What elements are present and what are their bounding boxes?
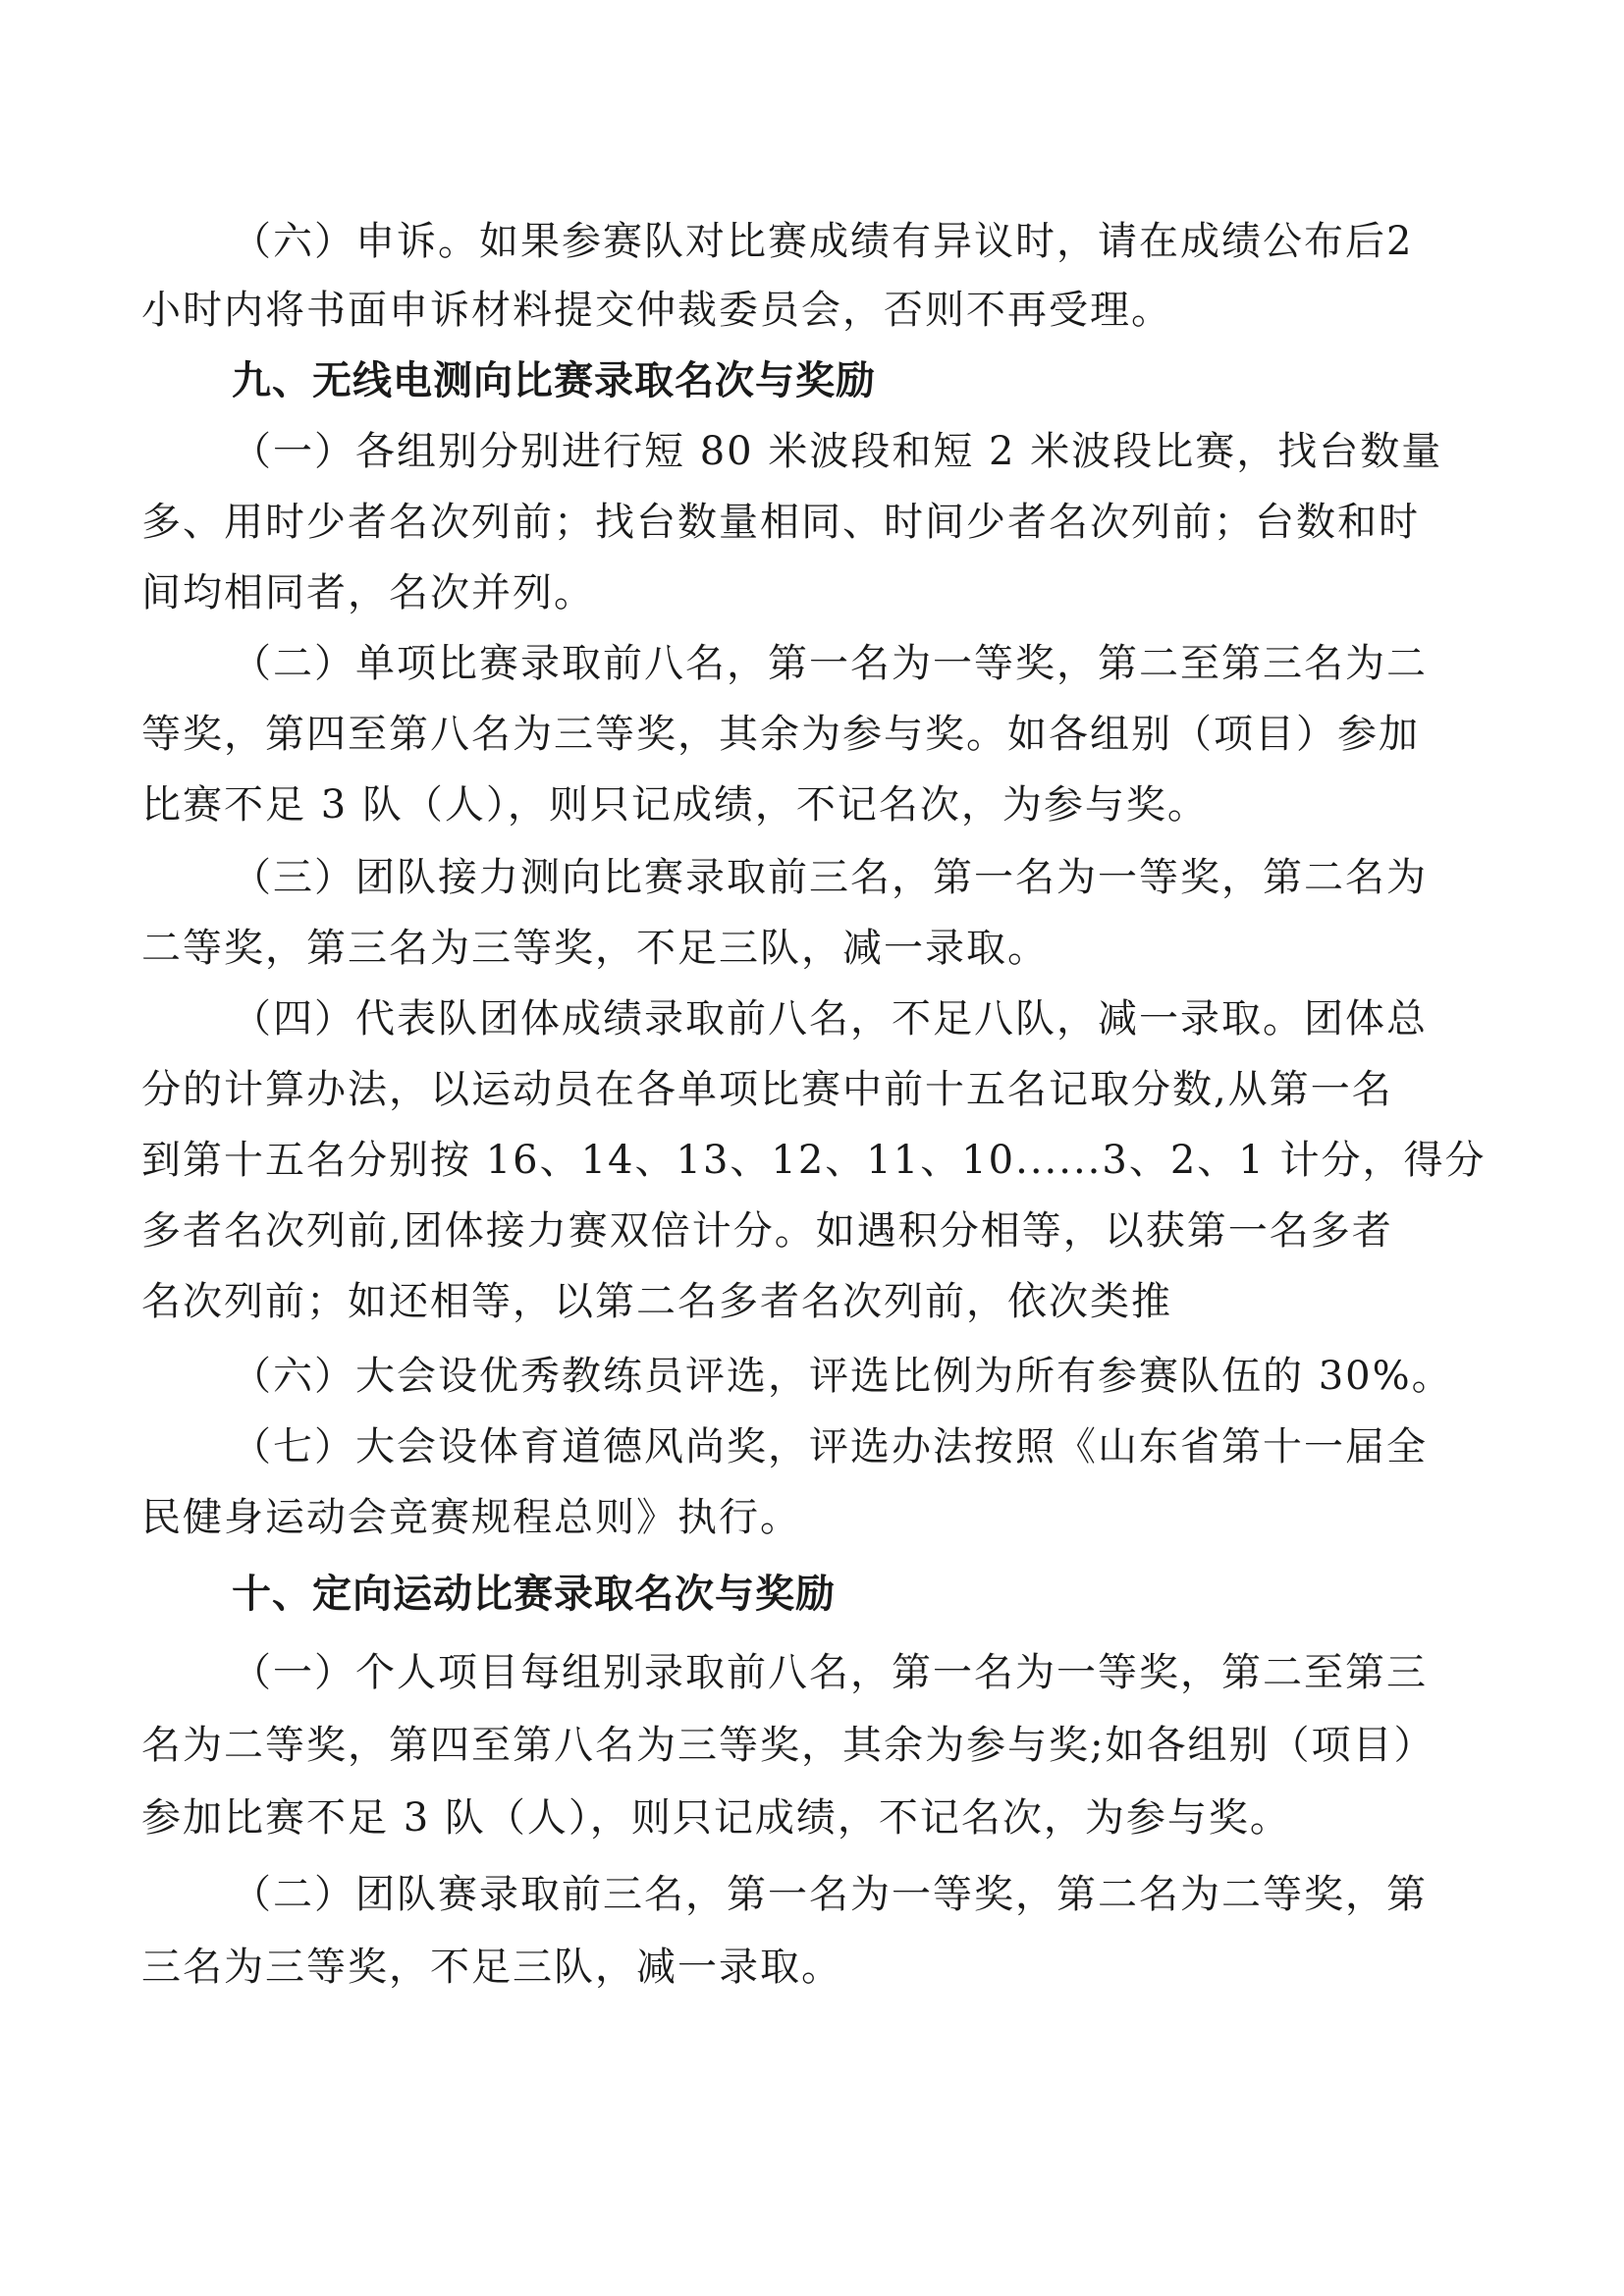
paragraph-line: （二）单项比赛录取前八名，第一名为一等奖，第二至第三名为二 (232, 641, 1428, 686)
paragraph-line: （六）申诉。如果参赛队对比赛成绩有异议时，请在成绩公布后2 (232, 219, 1414, 264)
paragraph-line: 三名为三等奖，不足三队，减一录取。 (141, 1945, 842, 1990)
paragraph-line: 民健身运动会竞赛规程总则》执行。 (141, 1495, 801, 1540)
section-heading-9: 九、无线电测向比赛录取名次与奖励 (232, 358, 876, 403)
paragraph-line: 多、用时少者名次列前；找台数量相同、时间少者名次列前；台数和时 (141, 500, 1420, 545)
section-heading-10: 十、定向运动比赛录取名次与奖励 (232, 1572, 836, 1617)
paragraph-line: （三）团队接力测向比赛录取前三名，第一名为一等奖，第二名为 (232, 855, 1428, 900)
paragraph-line: （二）团队赛录取前三名，第一名为一等奖，第二名为二等奖，第 (232, 1872, 1428, 1917)
paragraph-line: （一）个人项目每组别录取前八名，第一名为一等奖，第二至第三 (232, 1650, 1428, 1695)
paragraph-line: 间均相同者，名次并列。 (141, 570, 595, 615)
paragraph-line: 分的计算办法，以运动员在各单项比赛中前十五名记取分数,从第一名 (141, 1067, 1393, 1112)
paragraph-line: 等奖，第四至第八名为三等奖，其余为参与奖。如各组别（项目）参加 (141, 712, 1420, 757)
paragraph-line: 名次列前；如还相等，以第二名多者名次列前，依次类推 (141, 1279, 1172, 1324)
paragraph-line: （七）大会设体育道德风尚奖，评选办法按照《山东省第十一届全 (232, 1424, 1428, 1469)
paragraph-line: 参加比赛不足 3 队（人），则只记成绩，不记名次，为参与奖。 (141, 1795, 1291, 1841)
paragraph-line: （六）大会设优秀教练员评选，评选比例为所有参赛队伍的 30%。 (232, 1354, 1453, 1399)
paragraph-line: 比赛不足 3 队（人），则只记成绩，不记名次，为参与奖。 (141, 782, 1209, 828)
paragraph-line: 多者名次列前,团体接力赛双倍计分。如遇积分相等，以获第一名多者 (141, 1208, 1393, 1254)
paragraph-line: 小时内将书面申诉材料提交仲裁委员会，否则不再受理。 (141, 288, 1172, 333)
paragraph-line: 名为二等奖，第四至第八名为三等奖，其余为参与奖;如各组别（项目） (141, 1723, 1435, 1768)
paragraph-line: （一）各组别分别进行短 80 米波段和短 2 米波段比赛，找台数量 (232, 429, 1443, 474)
paragraph-line: 二等奖，第三名为三等奖，不足三队，减一录取。 (141, 926, 1049, 971)
paragraph-line: 到第十五名分别按 16、14、13、12、11、10......3、2、1 计分，得分 (141, 1138, 1487, 1183)
paragraph-line: （四）代表队团体成绩录取前八名，不足八队，减一录取。团体总 (232, 996, 1428, 1041)
